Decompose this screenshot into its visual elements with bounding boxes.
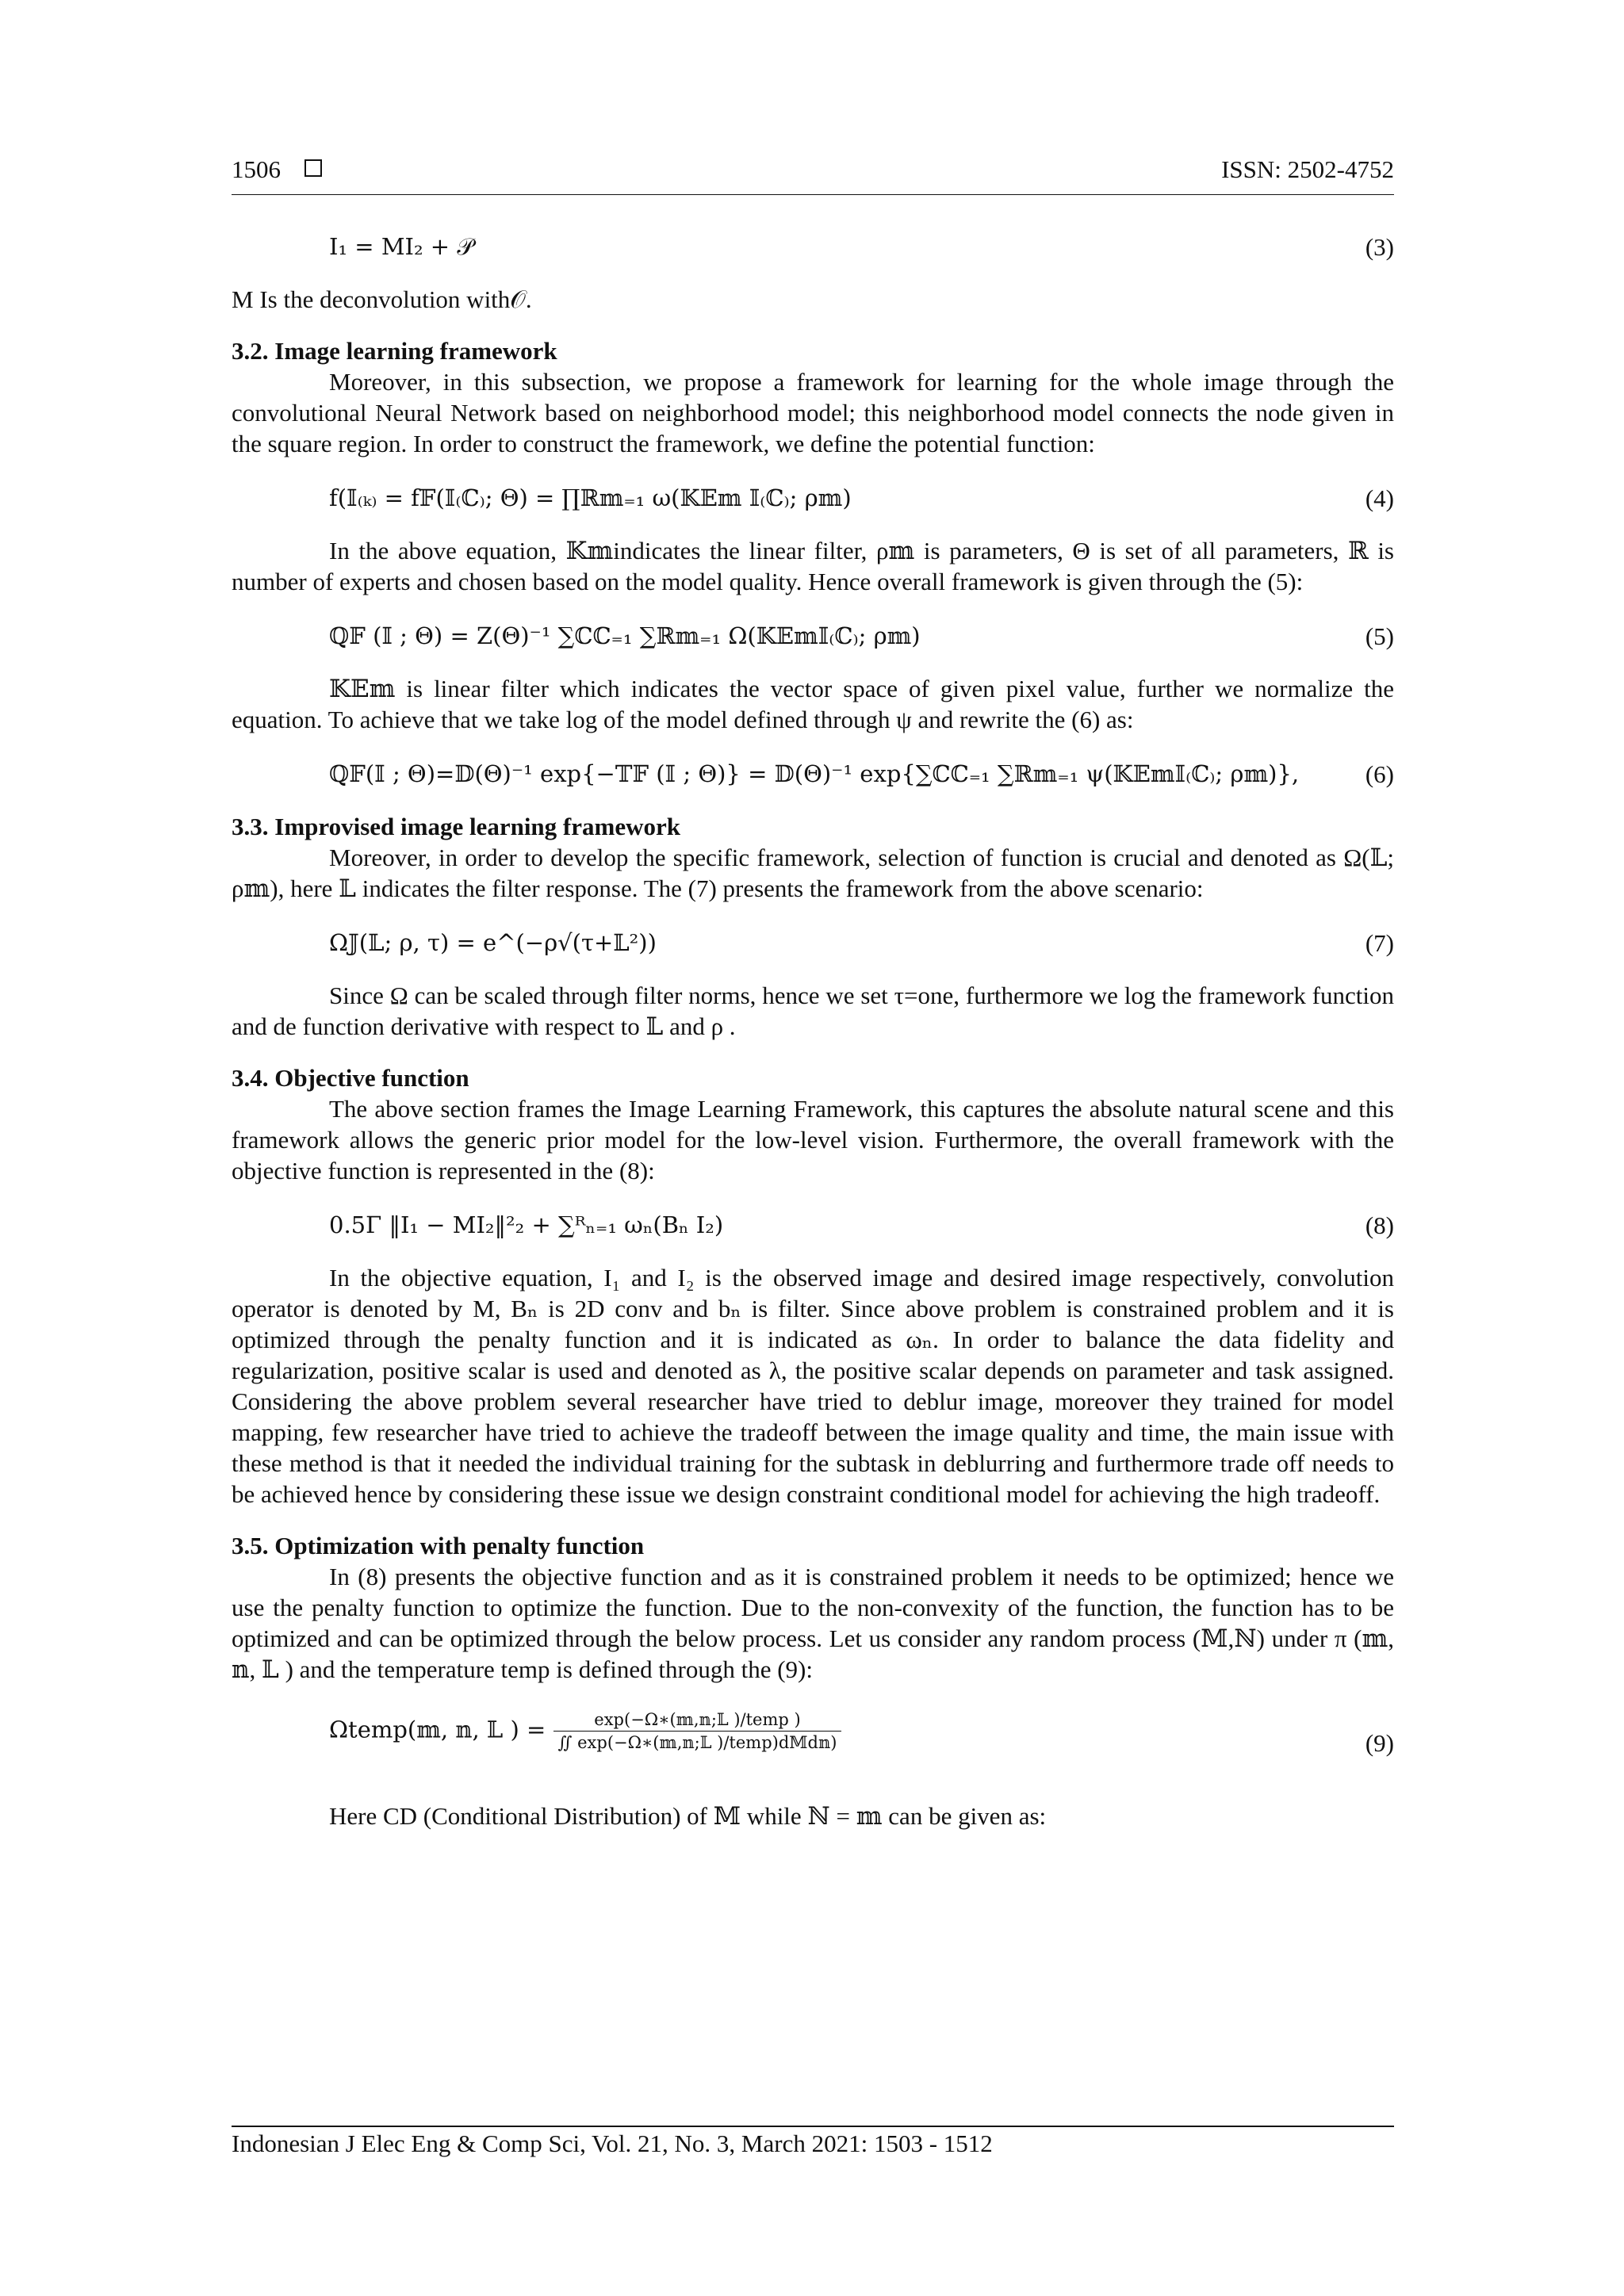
page-footer: Indonesian J Elec Eng & Comp Sci, Vol. 21, No. 3, March 2021: 1503 - 1512 bbox=[232, 2130, 993, 2157]
equation-3 bbox=[232, 222, 1394, 270]
equation-4 bbox=[232, 473, 1394, 521]
equation-9-numerator: exp(−Ω∗(𝕞,𝕟;𝕃 )/temp ) bbox=[553, 1709, 842, 1732]
page-header bbox=[232, 155, 1394, 190]
main-content bbox=[232, 208, 1394, 1831]
section-3-4-heading: 3.4. Objective function bbox=[232, 1064, 469, 1092]
equation-4-expr: f(𝕀₍ₖ₎ = f𝔽(𝕀₍ℂ₎; Θ) = ∏ℝ𝕞₌₁ ω(𝕂𝔼𝕞 𝕀₍ℂ₎; ρ𝕞) bbox=[329, 484, 852, 511]
equation-6-expr: ℚ𝔽(𝕀 ; Θ)=𝔻(Θ)⁻¹ exp{−𝕋𝔽 (𝕀 ; Θ)} = 𝔻(Θ)⁻¹ exp{∑ℂℂ₌₁ ∑ℝ𝕞₌₁ ψ(𝕂𝔼𝕞𝕀₍ℂ₎; ρ𝕞)}, bbox=[329, 760, 1300, 787]
spacer bbox=[232, 1510, 1394, 1530]
page-number: 1506 bbox=[232, 155, 281, 183]
equation-9-expr bbox=[329, 1709, 841, 1754]
section-3-5-heading: 3.5. Optimization with penalty function bbox=[232, 1532, 645, 1559]
equation-5-expr: ℚ𝔽 (𝕀 ; Θ) = Z(Θ)⁻¹ ∑ℂℂ₌₁ ∑ℝ𝕞₌₁ Ω(𝕂𝔼𝕞𝕀₍ℂ₎; ρ𝕞) bbox=[329, 622, 921, 649]
equation-5 bbox=[232, 611, 1394, 659]
equation-3-expr: I₁ = MI₂ + 𝒫 bbox=[329, 233, 474, 260]
equation-4-number: (4) bbox=[1365, 484, 1394, 512]
section-3-5-para-2: Here CD (Conditional Distribution) of 𝕄 while ℕ = 𝕞 can be given as: bbox=[329, 1802, 1047, 1830]
equation-8-number: (8) bbox=[1365, 1211, 1394, 1239]
spacer bbox=[232, 315, 1394, 335]
section-3-2-heading: 3.2. Image learning framework bbox=[232, 337, 557, 365]
equation-6 bbox=[232, 749, 1394, 797]
section-3-3-para-2: Since Ω can be scaled through filter norms, hence we set τ=one, furthermore we log the framework function and de function derivative with respect to 𝕃 and ρ . bbox=[232, 982, 1394, 1040]
section-3-4-para-1: The above section frames the Image Learning Framework, this captures the absolute natural scene and this framework allows the generic prior model for the low-level vision. Furthermore, the overall framework with the objective function is represented in the (8): bbox=[232, 1095, 1394, 1184]
section-3-2-para-1: Moreover, in this subsection, we propose a framework for learning for the whole image through the convolutional Neural Network based on neighborhood model; this neighborhood model connects the node given in the square region. In order to construct the framework, we define the potential function: bbox=[232, 368, 1394, 457]
equation-7 bbox=[232, 918, 1394, 966]
equation-7-expr: Ω𝕁(𝕃; ρ, τ) = e^(−ρ√(τ+𝕃²)) bbox=[329, 929, 657, 956]
equation-9-denominator: ∬ exp(−Ω∗(𝕞,𝕟;𝕃 )/temp)d𝕄d𝕟) bbox=[557, 1733, 837, 1752]
equation-3-number: (3) bbox=[1365, 233, 1394, 261]
equation-9-fraction bbox=[553, 1709, 842, 1754]
equation-5-number: (5) bbox=[1365, 622, 1394, 650]
section-3-4-para-2: In the objective equation, I₁ and I₂ is the observed image and desired image respectively, convolution operator is denoted by M, Bₙ is 2D conv and bₙ is filter. Since above problem is constrained problem and it is optimized through the penalty function and it is indicated as ωₙ. In order to balance the data fidelity and regularization, positive scalar is used and denoted as λ, the positive scalar depends on parameter and task assigned. Considering the above problem several researcher have tried to deblur image, moreover they trained for model mapping, few researcher have tried to achieve the tradeoff between the image quality and time, the main issue with these method is that it needed the individual training for the subtask in deblurring and furthermore trade off needs to be achieved hence by considering these issue we design constraint conditional model for achieving the high tradeoff. bbox=[232, 1264, 1394, 1508]
issn: ISSN: 2502-4752 bbox=[1221, 155, 1394, 183]
equation-7-number: (7) bbox=[1365, 929, 1394, 957]
equation-6-number: (6) bbox=[1365, 760, 1394, 788]
section-3-2-para-3: 𝕂𝔼𝕞 is linear filter which indicates the vector space of given pixel value, further we normalize the equation. To achieve that we take log of the model defined through ψ and rewrite the (6) as: bbox=[232, 675, 1394, 733]
footer-rule bbox=[232, 2126, 1394, 2127]
equation-8-expr: 0.5Γ ‖I₁ − MI₂‖²₂ + ∑ᴿₙ₌₁ ωₙ(Bₙ I₂) bbox=[329, 1211, 724, 1238]
paragraph-deconvolution: M Is the deconvolution with𝒪. bbox=[232, 285, 532, 313]
equation-9-lhs: Ωtemp(𝕞, 𝕟, 𝕃 ) = bbox=[329, 1716, 546, 1743]
header-rule bbox=[232, 194, 1394, 195]
section-3-3-heading: 3.3. Improvised image learning framework bbox=[232, 813, 680, 840]
spacer bbox=[232, 1042, 1394, 1062]
equation-8 bbox=[232, 1200, 1394, 1248]
equation-9-number: (9) bbox=[1365, 1729, 1394, 1757]
section-3-5-para-1: In (8) presents the objective function and as it is constrained problem it needs to be optimized; hence we use the penalty function to optimize the function. Due to the non-convexity of the function, the function has to be optimized and can be optimized through the below process. Let us consider any random process (𝕄,ℕ) under π (𝕞, 𝕟, 𝕃 ) and the temperature temp is defined through the (9): bbox=[232, 1563, 1394, 1683]
section-3-2-para-2: In the above equation, 𝕂𝕞indicates the linear filter, ρ𝕞 is parameters, Θ is set of all parameters, ℝ is number of experts and chosen based on the model quality. Hence overall framework is given through the (5): bbox=[232, 537, 1394, 595]
section-3-3-para-1: Moreover, in order to develop the specific framework, selection of function is crucial and denoted as Ω(𝕃; ρ𝕞), here 𝕃 indicates the filter response. The (7) presents the framework from the above scenario: bbox=[232, 844, 1394, 902]
equation-9 bbox=[232, 1699, 1394, 1786]
square-box-icon bbox=[304, 159, 322, 177]
page-number-group bbox=[232, 155, 322, 184]
